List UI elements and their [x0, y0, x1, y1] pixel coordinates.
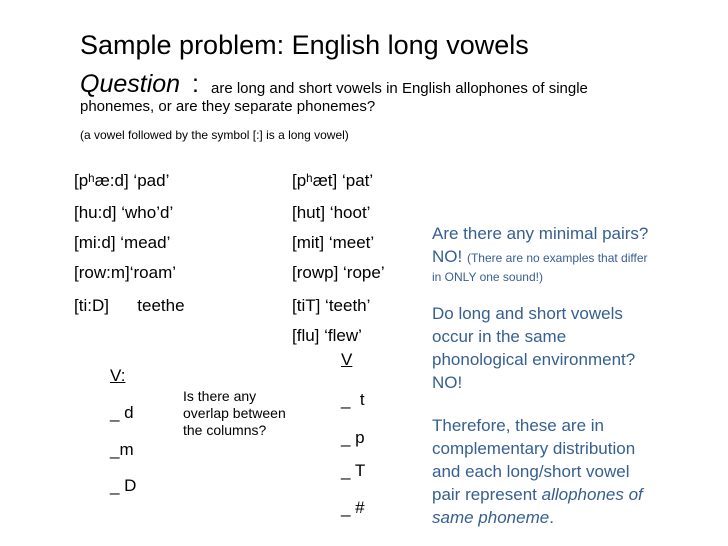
right-example: [pʰæt] ‘pat’ [292, 171, 374, 190]
right-example: [mit] ‘meet’ [292, 233, 375, 252]
right-example: [tiT] ‘teeth’ [292, 296, 371, 315]
overlap-question: Is there any overlap between the columns? [183, 388, 286, 438]
analysis-environment: Do long and short vowels occur in the same phonological environment? NO! [432, 304, 636, 392]
minimal-pairs-note-2: in ONLY one sound!) [432, 270, 543, 284]
short-env-item: _ T [341, 461, 366, 480]
minimal-pairs-question: Are there any minimal pairs? [432, 224, 649, 243]
long-env-header: V: [110, 366, 126, 385]
left-example: [mi:d] ‘mead’ [74, 233, 171, 252]
left-example: [row:m]‘roam’ [74, 263, 177, 282]
slide-title: Sample problem: English long vowels [80, 30, 529, 60]
long-env-item: _ D [110, 476, 137, 495]
long-env-item: _m [110, 440, 134, 459]
short-env-item: _ t [341, 390, 365, 409]
left-example: [pʰæ:d] ‘pad’ [74, 171, 170, 190]
analysis-conclusion: Therefore, these are in complementary distribution and each long/short vowel pair represent allophones of same phoneme. [432, 416, 643, 527]
question-label: Question [80, 70, 181, 98]
question-text-line1: are long and short vowels in English allophones of single [211, 80, 588, 97]
short-env-item: _ p [341, 428, 365, 447]
question-colon: : [192, 70, 199, 98]
left-example: [ti:D] teethe [74, 296, 185, 315]
minimal-pairs-answer: NO! [432, 247, 463, 266]
right-example: [rowp] ‘rope’ [292, 263, 385, 282]
right-example: [flu] ‘flew’ [292, 326, 362, 345]
long-env-item: _ d [110, 403, 134, 422]
environment-answer: NO! [432, 373, 463, 392]
short-env-header: V [341, 350, 353, 369]
minimal-pairs-note: (There are no examples that differ [466, 251, 648, 265]
right-example: [hut] ‘hoot’ [292, 203, 371, 222]
left-example: [hu:d] ‘who’d’ [74, 203, 174, 222]
short-env-item: _ # [341, 498, 365, 517]
analysis-minimal-pairs [432, 222, 648, 285]
long-vowel-note: (a vowel followed by the symbol [:] is a long vowel) [80, 128, 349, 142]
question-text-line2: phonemes, or are they separate phonemes? [80, 98, 376, 115]
